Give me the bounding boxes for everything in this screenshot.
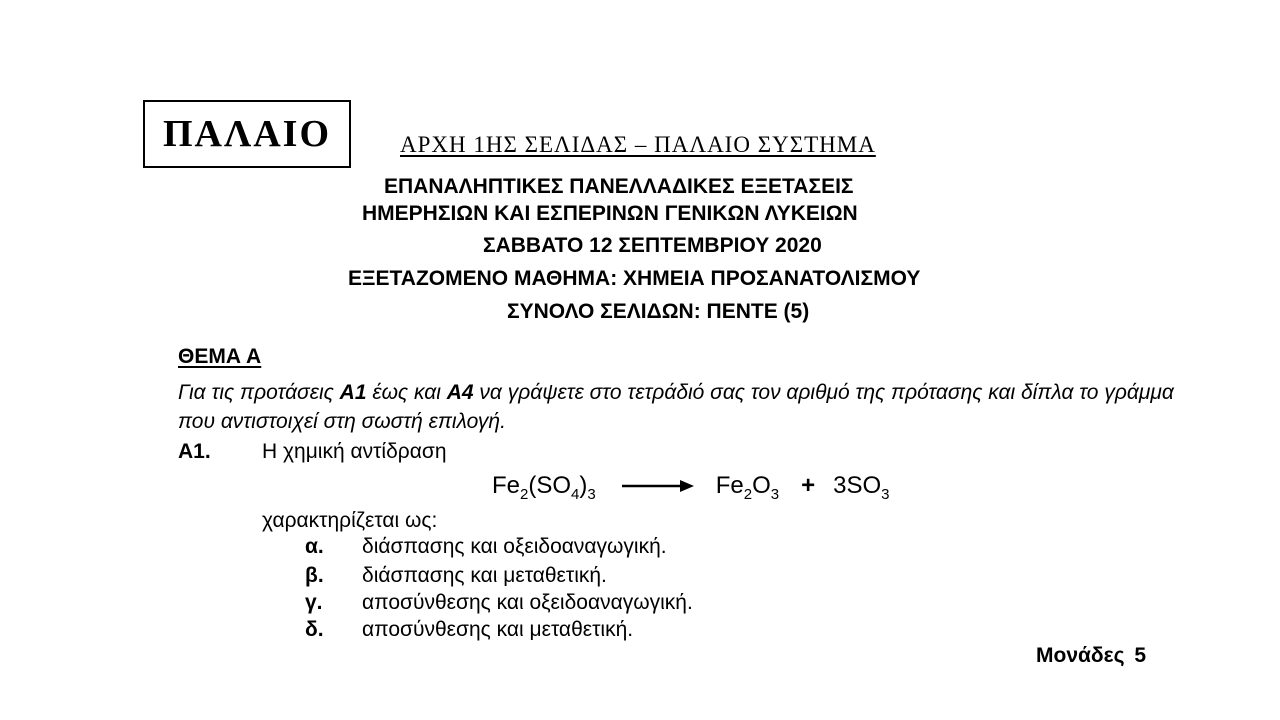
total-pages: ΣΥΝΟΛΟ ΣΕΛΙΔΩΝ: ΠΕΝΤΕ (5) [507, 300, 810, 323]
stamp-palaio: ΠΑΛΑΙΟ [143, 100, 351, 168]
instructions-paragraph [178, 378, 1178, 436]
right-arrow-icon [622, 475, 694, 495]
option-c-text: αποσύνθεσης και οξειδοαναγωγική. [362, 591, 693, 614]
instructions-ref-a4: Α4 [446, 381, 474, 404]
instructions-text: Για τις προτάσεις [178, 381, 340, 404]
exam-subject: ΕΞΕΤΑΖΟΜΕΝΟ ΜΑΘΗΜΑ: ΧΗΜΕΙΑ ΠΡΟΣΑΝΑΤΟΛΙΣΜΟΥ [348, 267, 921, 290]
option-b-text: διάσπασης και μεταθετική. [362, 564, 607, 587]
instructions-ref-a1: Α1 [339, 381, 367, 404]
exam-date: ΣΑΒΒΑΤΟ 12 ΣΕΠΤΕΜΒΡΙΟΥ 2020 [483, 234, 822, 257]
option-a-letter: α. [305, 535, 324, 558]
instructions-text: έως και [366, 381, 447, 404]
equation-plus: + [801, 472, 816, 499]
theme-title: ΘΕΜΑ Α [178, 345, 262, 368]
equation-product-1: $Fe_2O_3$ [715, 472, 780, 503]
question-text: Η χημική αντίδραση [262, 440, 447, 463]
option-c-letter: γ. [305, 591, 323, 614]
exam-header-line1: ΕΠΑΝΑΛΗΠΤΙΚΕΣ ΠΑΝΕΛΛΑΔΙΚΕΣ ΕΞΕΤΑΣΕΙΣ [384, 175, 854, 198]
instructions-text: να γράψετε στο τετράδιό σας τον αριθμό της πρότασης και δίπλα το γράμμα που αντιστοιχεί στη σωστή επιλογή. [178, 381, 1174, 433]
equation-product-2: $3SO_3$ [833, 472, 890, 503]
characterized-as-text: χαρακτηρίζεται ως: [262, 509, 438, 532]
marks-label: Μονάδες 5 [1036, 644, 1147, 667]
question-number: Α1. [178, 440, 211, 463]
page-start-note: ΑΡΧΗ 1ΗΣ ΣΕΛΙΔΑΣ – ΠΑΛΑΙΟ ΣΥΣΤΗΜΑ [400, 132, 876, 157]
option-d-text: αποσύνθεσης και μεταθετική. [362, 618, 634, 641]
chemical-equation [492, 472, 890, 503]
option-a-text: διάσπασης και οξειδοαναγωγική. [362, 535, 667, 558]
equation-reactant: $Fe_2(SO_4)_3$ [492, 472, 596, 503]
option-d-letter: δ. [305, 618, 324, 641]
exam-header-line2: ΗΜΕΡΗΣΙΩΝ ΚΑΙ ΕΣΠΕΡΙΝΩΝ ΓΕΝΙΚΩΝ ΛΥΚΕΙΩΝ [362, 202, 858, 225]
option-b-letter: β. [305, 564, 324, 587]
